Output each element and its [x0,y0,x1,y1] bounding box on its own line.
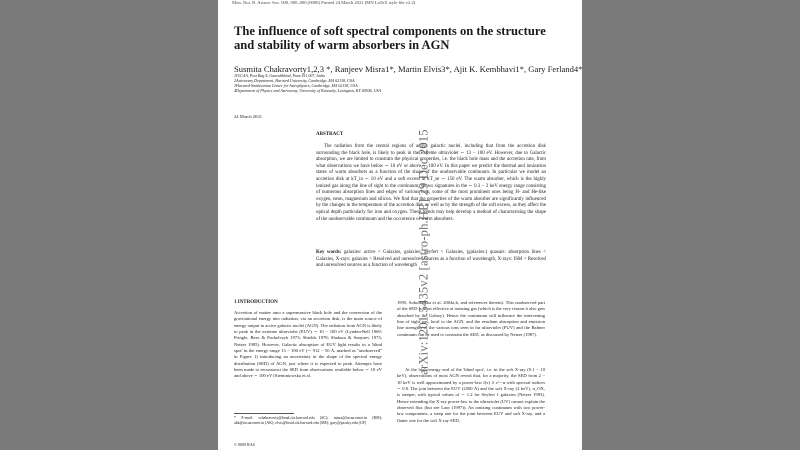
footnote-divider [234,413,294,414]
journal-header: Mon. Not. R. Astron. Soc. 000, 000–000 (0000) Printed 24 March 2021 (MN LaTeX style file v2.2) [232,0,416,5]
paper-title: The influence of soft spectral components on the structure and stability of warm absorbers in AGN [234,24,546,52]
affiliation-line: 4Department of Physics and Astronomy, University of Kentucky, Lexington, KY 40506, USA. [234,88,382,93]
affiliation-line: 2Astronomy Department, Harvard University, Cambridge, MA 02138, USA. [234,78,356,83]
keywords-text: galaxies: active < Galaxies, galaxies: Seyfert < Galaxies, (galaxies:) quasars: absorption lines < Galaxies, X-rays: galaxies < Resolved and unresolved sources as a function of wavelength, X-rays: ISM < Resolved and unresolved sources as a function of wavelength [316,250,546,269]
abstract-heading: ABSTRACT [316,132,344,137]
section-heading-introduction: 1 INTRODUCTION [234,300,278,305]
footnote-emails: * E-mail: schakravorty@head.cfa.harvard.edu (SC); misra@iucaa.ernet.in (RM); akk@iucaa.ernet.in (AK); elvis@head.cfa.harvard.edu (ME); gary@pa.uky.edu (GF) [234,416,382,425]
keywords-label: Key words: [316,250,342,255]
viewer-background-left [0,0,218,450]
affiliation-line: 3Harvard-Smithsonian Center for Astrophysics, Cambridge, MA 02138, USA. [234,83,359,88]
author-list: Susmita Chakravorty1,2,3 *, Ranjeev Misra1*, Martin Elvis3*, Ajit K. Kembhavi1*, Gary Ferland4* [234,64,582,74]
arxiv-identifier-stamp: arXiv:1201.5435v2 [astro-ph.HE] 29 Dec 2015 [416,129,431,375]
viewer-background-right [582,0,800,450]
abstract-text: The radiation from the central regions of active galactic nuclei, including that from the accretion disk surrounding the black hole, is likely to peak in the extreme ultraviolet ∼ 13 − 100 eV. However, due to Galactic absorption, we are limited to constrain the physical properties, i.e. the black hole mass and the accretion rate, from what observations we have below ∼ 10 eV or above ∼ 100 eV. In this paper we predict the thermal and ionization states of warm absorbers as a function of the shape of the unobservable continuum. In particular we model an accretion disk at kT_in ∼ 10 eV and a soft excess at kT_se ∼ 150 eV. The warm absorber, which is the highly ionized gas along the line of sight to the continuum, shows signatures in the ∼ 0.3 − 2 keV energy range consisting of numerous absorption lines and edges of various ions, some of the most prominent ones being H- and He-like oxygen, neon, magnesium and silicon. We find that the properties of the warm absorber are significantly influenced by the changes in the temperature of the accretion disk as well as by the strength of the soft excess, as they affect the optical depth particularly for iron and oxygen. These trends may help develop a method of characterising the shape of the unobservable continuum and the occurrence of warm absorbers. [316,144,546,222]
copyright-notice: © 0000 RAS [234,442,255,447]
document-date: 24 March 2021 [234,114,263,119]
intro-right-paragraph-2: At the high energy end of the 'blind spot', i.e. in the soft X-ray (0.1 − 10 keV), observations of most AGN reveal that, for a majority, the SED from 2 − 10 keV is well approximated by a power-law f(ν) ∝ ν^−α with spectral indices ∼ 0.8. The join between the EUV (2500 Å) and the soft X-ray (2 keV), α_OX, is steeper, with typical values of ∼ 1.2 for Seyfert 1 galaxies (Netzer 1993). Hence extending the X-ray power-law to the ultraviolet (UV) cannot explain the observed flux (but see Laor (1997)). An ionizing continuum with two power-law components, a steep one for the joint between EUV and soft X-ray, and a flatter one for the soft X-ray SED, [397,367,545,423]
paper-page [218,0,582,450]
affiliations [234,73,474,93]
affiliation-line: 1IUCAA, Post Bag 4, Ganeshkhind, Pune 411 007, India [234,73,325,78]
intro-right-paragraph-1: 1995; Sobolewska et al. 2004a,b, and references therein). This unobserved part of the SED is most effective at ionizing gas (which is the very reason it also gets absorbed by the Galaxy). Hence the continuum will influence the intervening line of sight gas, local to the AGN, and the resultant absorption and emission line strengths of the various ions seen in far ultraviolet (FUV) and the Balmer continuum can be used to constrain the SED, as discussed by Netzer (1987). [397,300,545,337]
intro-left-column: Accretion of matter onto a supermassive black hole and the conversion of the gravitational energy into radiation, via an accretion disk, is the main source of energy output in active galactic nuclei (AGN). The radiation from AGN is likely to peak in the extreme ultraviolet (EUV) ∼ 10 − 100 eV (Lynden-Bell 1969; Pringle, Rees & Pacholczyk 1973; Shields 1978; Shakura & Sunyaev 1973; Netzer 1985). However, Galactic absorption of EUV light results in a 'blind spot' in the energy range 13 − 100 eV (∼ 912 − 50 Å, marked as "unobserved" in Figure 1) introducing an uncertainty in the shape of the spectral energy distribution (SED) of AGN, just where it is expected to peak. Attempts have been made to reconstruct the SED from observations available below ∼ 10 eV and above ∼ 100 eV (Sieminiowska et al. [234,310,382,379]
